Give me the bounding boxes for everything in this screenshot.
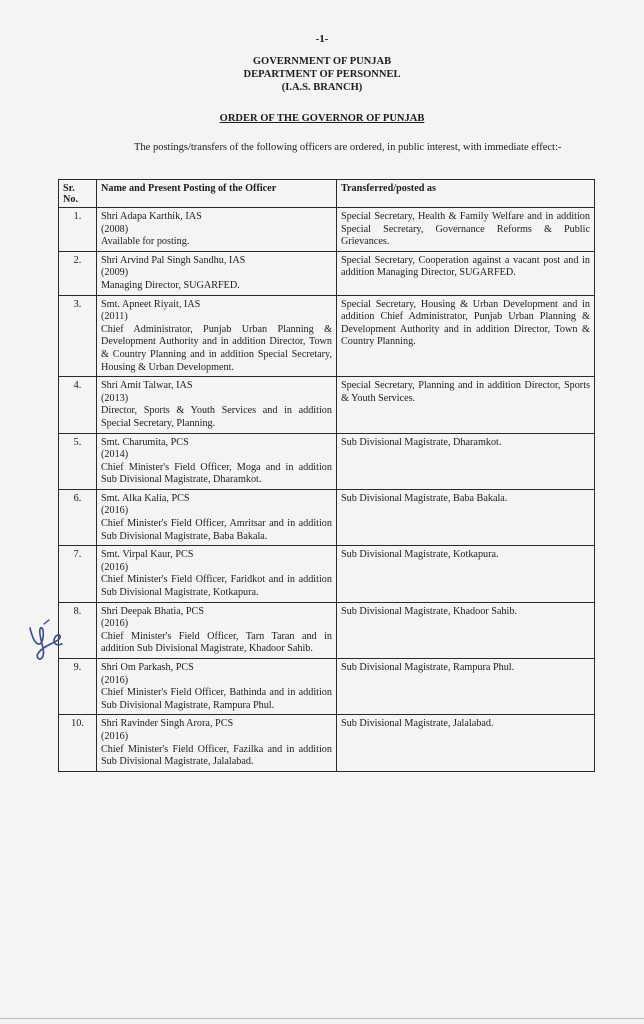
officer-name: Shri Ravinder Singh Arora, PCS bbox=[101, 718, 234, 730]
header-name-posting: Name and Present Posting of the Officer bbox=[97, 180, 337, 208]
row-posted-as: Sub Divisional Magistrate, Khadoor Sahib. bbox=[337, 602, 595, 658]
row-sr: 4. bbox=[59, 377, 97, 433]
row-sr: 1. bbox=[59, 208, 97, 252]
row-sr: 10. bbox=[59, 715, 97, 771]
table-row bbox=[59, 489, 595, 545]
table-row bbox=[59, 659, 595, 715]
table-row bbox=[59, 208, 595, 252]
officer-batch: (2016) bbox=[101, 674, 129, 686]
table-header-row bbox=[59, 180, 595, 208]
row-officer bbox=[97, 208, 337, 252]
officer-present-posting: Available for posting. bbox=[101, 236, 190, 248]
officer-batch: (2013) bbox=[101, 392, 129, 404]
order-title: ORDER OF THE GOVERNOR OF PUNJAB bbox=[219, 113, 425, 124]
intro-paragraph: The postings/transfers of the following officers are ordered, in public interest, with immediate effect:- bbox=[134, 142, 562, 153]
postings-table bbox=[58, 179, 595, 772]
row-officer bbox=[97, 715, 337, 771]
officer-present-posting: Chief Administrator, Punjab Urban Planning & Development Authority and in addition Director, Town & Country Planning and in addition Special Secretary, Housing & Urban Development. bbox=[101, 323, 332, 373]
table-row bbox=[59, 602, 595, 658]
table-row bbox=[59, 546, 595, 602]
officer-name: Shri Amit Talwar, IAS bbox=[101, 380, 193, 392]
row-officer bbox=[97, 602, 337, 658]
row-posted-as: Sub Divisional Magistrate, Dharamkot. bbox=[337, 433, 595, 489]
row-sr: 2. bbox=[59, 251, 97, 295]
row-sr: 8. bbox=[59, 602, 97, 658]
officer-present-posting: Chief Minister's Field Officer, Fazilka and in addition Sub Divisional Magistrate, Jalalabad. bbox=[101, 743, 332, 768]
row-officer bbox=[97, 433, 337, 489]
officer-batch: (2016) bbox=[101, 730, 129, 742]
officer-batch: (2008) bbox=[101, 223, 129, 235]
officer-batch: (2011) bbox=[101, 311, 128, 323]
row-officer bbox=[97, 546, 337, 602]
officer-name: Shri Adapa Karthik, IAS bbox=[101, 211, 202, 222]
officer-present-posting: Chief Minister's Field Officer, Bathinda and in addition Sub Divisional Magistrate, Rampura Phul. bbox=[101, 687, 332, 711]
table-row bbox=[59, 377, 595, 433]
page-number: -1- bbox=[315, 33, 329, 45]
officer-name: Smt. Virpal Kaur, PCS bbox=[101, 549, 194, 561]
officer-batch: (2009) bbox=[101, 267, 129, 279]
table-row bbox=[59, 715, 595, 771]
handwritten-signature bbox=[24, 614, 68, 662]
table-row bbox=[59, 251, 595, 295]
row-officer bbox=[97, 295, 337, 377]
header-department: DEPARTMENT OF PERSONNEL bbox=[243, 69, 401, 80]
row-sr: 9. bbox=[59, 659, 97, 715]
officer-name: Smt. Charumita, PCS bbox=[101, 436, 189, 448]
officer-present-posting: Chief Minister's Field Officer, Tarn Taran and in addition Sub Divisional Magistrate, Khadoor Sahib. bbox=[101, 630, 332, 655]
header-government: GOVERNMENT OF PUNJAB bbox=[252, 56, 392, 67]
table-row bbox=[59, 433, 595, 489]
officer-name: Shri Arvind Pal Singh Sandhu, IAS bbox=[101, 254, 246, 266]
officer-name: Shri Om Parkash, PCS bbox=[101, 662, 194, 673]
row-sr: 6. bbox=[59, 489, 97, 545]
row-sr: 7. bbox=[59, 546, 97, 602]
officer-name: Smt. Apneet Riyait, IAS bbox=[101, 298, 201, 310]
header-sr-no: Sr. No. bbox=[59, 180, 97, 208]
officer-present-posting: Chief Minister's Field Officer, Moga and in addition Sub Divisional Magistrate, Dharamkot. bbox=[101, 461, 332, 486]
officer-name: Shri Deepak Bhatia, PCS bbox=[101, 605, 204, 617]
row-posted-as: Sub Divisional Magistrate, Kotkapura. bbox=[337, 546, 595, 602]
officer-present-posting: Chief Minister's Field Officer, Faridkot and in addition Sub Divisional Magistrate, Kotkapura. bbox=[101, 574, 332, 599]
row-sr: 3. bbox=[59, 295, 97, 377]
row-posted-as: Special Secretary, Housing & Urban Development and in addition Chief Administrator, Punjab Urban Planning & Development Authority and in addition Director, Town & Country Planning. bbox=[337, 295, 595, 377]
header-transferred: Transferred/posted as bbox=[337, 180, 595, 208]
officer-present-posting: Managing Director, SUGARFED. bbox=[101, 279, 240, 291]
officer-present-posting: Chief Minister's Field Officer, Amritsar and in addition Sub Divisional Magistrate, Baba Bakala. bbox=[101, 518, 332, 542]
officer-name: Smt. Alka Kalia, PCS bbox=[101, 492, 190, 504]
row-posted-as: Sub Divisional Magistrate, Jalalabad. bbox=[337, 715, 595, 771]
table-row bbox=[59, 295, 595, 377]
row-posted-as: Special Secretary, Planning and in addition Director, Sports & Youth Services. bbox=[337, 377, 595, 433]
officer-batch: (2016) bbox=[101, 618, 129, 630]
row-officer bbox=[97, 659, 337, 715]
row-posted-as: Sub Divisional Magistrate, Rampura Phul. bbox=[337, 659, 595, 715]
officer-present-posting: Director, Sports & Youth Services and in addition Special Secretary, Planning. bbox=[101, 405, 332, 429]
header-branch: (I.A.S. BRANCH) bbox=[281, 82, 363, 93]
row-officer bbox=[97, 377, 337, 433]
page-bottom-edge bbox=[0, 1018, 644, 1019]
row-officer bbox=[97, 251, 337, 295]
row-posted-as: Special Secretary, Cooperation against a vacant post and in addition Managing Director, SUGARFED. bbox=[337, 251, 595, 295]
officer-batch: (2016) bbox=[101, 505, 129, 517]
document-header bbox=[0, 55, 644, 94]
row-sr: 5. bbox=[59, 433, 97, 489]
row-posted-as: Sub Divisional Magistrate, Baba Bakala. bbox=[337, 489, 595, 545]
row-posted-as: Special Secretary, Health & Family Welfare and in addition Special Secretary, Governance Reforms & Public Grievances. bbox=[337, 208, 595, 252]
row-officer bbox=[97, 489, 337, 545]
officer-batch: (2014) bbox=[101, 449, 129, 461]
officer-batch: (2016) bbox=[101, 561, 129, 573]
